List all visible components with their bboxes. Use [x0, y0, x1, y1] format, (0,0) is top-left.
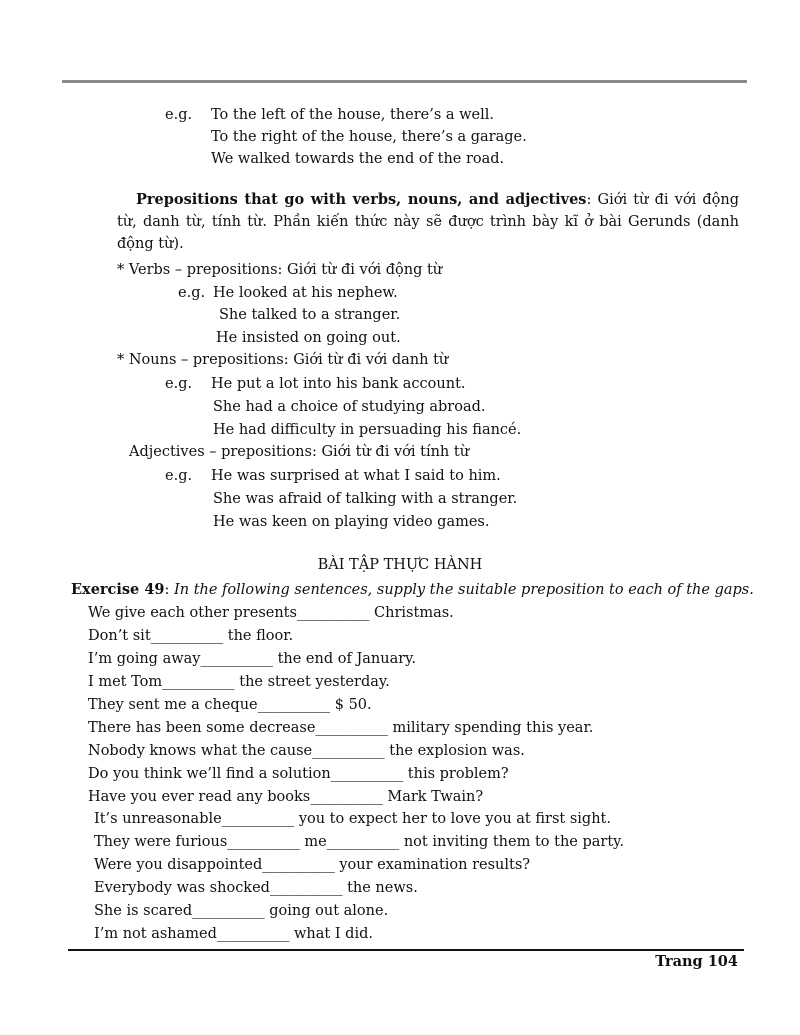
exercise-instruction-text: In the following sentences, supply the suitable preposition to each of the gaps. — [174, 582, 754, 598]
exercise-item: They sent me a cheque__________ $ 50. — [88, 697, 372, 713]
exercise-item: Do you think we’ll find a solution__________ this problem? — [88, 766, 509, 782]
header-rule — [62, 80, 747, 83]
eg-label: e.g. — [165, 376, 193, 392]
example-line: He looked at his nephew. — [213, 285, 398, 301]
eg-label: e.g. — [165, 107, 193, 123]
example-line: To the left of the house, there’s a well. — [211, 107, 495, 123]
exercise-instruction — [71, 580, 754, 600]
exercise-item: I’m going away__________ the end of January. — [88, 651, 417, 667]
footer-rule — [68, 949, 744, 951]
exercise-item: Everybody was shocked__________ the news. — [94, 880, 418, 896]
exercise-item: There has been some decrease__________ military spending this year. — [88, 720, 594, 736]
exercise-item: Don’t sit__________ the floor. — [88, 628, 294, 644]
nouns-heading: * Nouns – prepositions: Giới từ đi với danh từ — [117, 352, 449, 368]
example-line: He was surprised at what I said to him. — [211, 468, 501, 484]
example-line: He put a lot into his bank account. — [211, 376, 466, 392]
exercise-item: We give each other presents__________ Christmas. — [88, 605, 454, 621]
exercise-label: Exercise 49 — [71, 581, 165, 598]
exercise-item: I met Tom__________ the street yesterday. — [88, 674, 390, 690]
page-number: Trang 104 — [655, 953, 738, 970]
prepositions-paragraph — [117, 189, 739, 255]
example-line: He had difficulty in persuading his fiancé. — [213, 422, 522, 438]
prepositions-heading: Prepositions that go with verbs, nouns, and adjectives — [136, 191, 587, 208]
exercise-item: They were furious__________ me__________ not inviting them to the party. — [94, 834, 625, 850]
example-line: We walked towards the end of the road. — [211, 151, 505, 167]
example-line: He was keen on playing video games. — [213, 514, 490, 530]
exercise-colon: : — [164, 582, 175, 598]
practice-heading: BÀI TẬP THỰC HÀNH — [317, 557, 483, 573]
exercise-item: It’s unreasonable__________ you to expect her to love you at first sight. — [94, 811, 611, 827]
exercise-item: Nobody knows what the cause__________ the explosion was. — [88, 743, 525, 759]
adjectives-heading: Adjectives – prepositions: Giới từ đi với tính từ — [129, 444, 470, 460]
eg-label: e.g. — [178, 285, 206, 301]
exercise-item: I’m not ashamed__________ what I did. — [94, 926, 373, 942]
prepositions-description: : Giới từ đi với động từ, danh từ, tính từ. Phần kiến thức này sẽ được trình bày kĩ ở bài Gerunds (danh động từ). — [117, 192, 740, 252]
example-line: He insisted on going out. — [216, 330, 401, 346]
example-line: She was afraid of talking with a stranger. — [213, 491, 518, 507]
exercise-item: Were you disappointed__________ your examination results? — [94, 857, 531, 873]
example-line: She had a choice of studying abroad. — [213, 399, 486, 415]
example-line: To the right of the house, there’s a garage. — [211, 129, 527, 145]
verbs-heading: * Verbs – prepositions: Giới từ đi với động từ — [117, 262, 443, 278]
exercise-item: Have you ever read any books__________ Mark Twain? — [88, 789, 484, 805]
exercise-item: She is scared__________ going out alone. — [94, 903, 389, 919]
eg-label: e.g. — [165, 468, 193, 484]
example-line: She talked to a stranger. — [219, 307, 401, 323]
